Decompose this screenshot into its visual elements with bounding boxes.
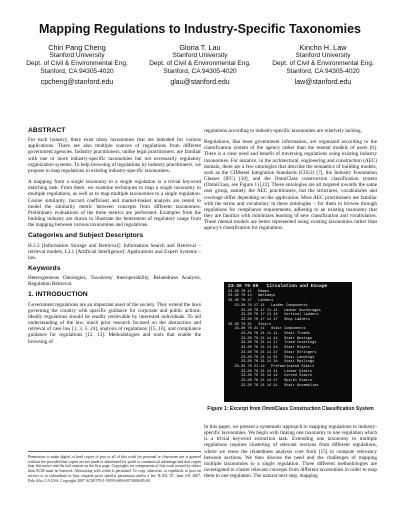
author-email: law@stanford.edu bbox=[294, 79, 352, 86]
introduction-paragraph-1: Government regulations are an important asset of the society. They extend the laws governing the country with specific guidance for corporate and public actions. Ideally regulations should be readily retrievable by interested individuals. To aid understanding of the law, much prior research focused on the abstraction and retrieval of case law [1, 3, 5, 24], analysis of regulations [15, 16], and compliance guidance for regulations [12, 13]. Methodologies and tools that enable the browsing of bbox=[28, 301, 201, 345]
figure-row: 23-30 70 17 11 17 Shop Ladders bbox=[228, 317, 310, 322]
author-email: cpcheng@stanford.edu bbox=[40, 79, 114, 86]
figure-row: 23-30 70 21 11 17 Tread Coverings bbox=[228, 341, 317, 346]
right-column bbox=[204, 128, 377, 237]
categories-heading: Categories and Subject Descriptors bbox=[28, 232, 144, 240]
figure-row: 23-30 70 21 14 14 Curved Stairs bbox=[228, 374, 313, 379]
author-addr: Stanford, CA 94305-4020 bbox=[40, 68, 114, 75]
figure-row: 23-30 70 21 14 17 Spiral Stairs bbox=[228, 379, 313, 384]
figure-row: 23-30 70 14 Walkways bbox=[228, 294, 276, 299]
keywords-heading: Keywords bbox=[28, 264, 61, 272]
right-paragraph-2: Regulations, like most government information, are organized according to the classification system of the agency rather than the mental models of users [6]. There is a clear need and benefit of traversing regulations using existing industry taxonomies. For instance, in the architectural, engineering and construction (AEC) domain, there are a few ontologies that describe the semantics of building models, such as the CIMsteel Integration Standards (CIS/2) [7], the Industry Foundation Classes (IFC) [10], and the OmniClass construction classification system (OmniClass, see Figure 1) [22]. These ontologies are all targeted towards the same user group, namely the AEC practitioners, but the structures, vocabularies and coverage differ depending on the application. Most AEC practitioners are familiar with the terms and vocabulary in these ontologies – for them to browse through regulations for compliance requirements, adhering to an existing taxonomy that they are familiar with minimizes learning of new classification and vocabularies. These mental models are better represented using existing taxonomies rather than agency's classification for regulations. bbox=[204, 139, 377, 232]
abstract-paragraph-1: For each industry, there exist many taxonomies that are intended for various applications. There are also multiple sources of regulations from different government agencies. Industry practitioners, unlike legal practitioners, are familiar with one or more industry-specific taxonomies but not necessarily regulatory organization systems. To help browsing of regulations by industry practitioners, we propose to map regulations to existing industry-specific taxonomies. bbox=[28, 137, 201, 174]
figure-row: 23-30 70 21 11 14 Stair Nosings bbox=[228, 336, 313, 341]
author-addr: Stanford, CA 94305-4020 bbox=[163, 68, 237, 75]
figure-row: 23-30 70 21 11 31 Stair Landings bbox=[228, 355, 315, 360]
figure-row: 23-30 70 17 Ladders bbox=[228, 299, 274, 304]
figure-row: 23-30 70 21 11 11 Stair Treads bbox=[228, 332, 310, 337]
figure-header-row: 23-30 70 00 Circulation and Escape bbox=[228, 284, 328, 289]
author-name: Kincho H. Law bbox=[299, 43, 347, 52]
figure-row: 23-30 70 21 Stairs bbox=[228, 322, 272, 327]
figure-rows bbox=[228, 290, 348, 389]
figure-row: 23-30 70 21 11 34 Stair Railings bbox=[228, 360, 315, 365]
introduction-heading: 1. INTRODUCTION bbox=[28, 291, 88, 299]
figure-row: 23-30 70 17 11 14 Vertical Ladders bbox=[228, 313, 319, 318]
author-block bbox=[18, 44, 382, 87]
figure-row: 23-30 70 17 11 Ladder Components bbox=[228, 303, 308, 308]
author-name: Chin Pang Cheng bbox=[48, 43, 106, 52]
author-addr: Stanford, CA 94305-4020 bbox=[286, 68, 360, 75]
right-paragraph-3: In this paper, we present a systematic approach to mapping regulations to industry-specific taxonomies. We begin with linking one taxonomy to one regulation which is a trivial keyword extraction task. Extending one taxonomy to multiple regulations requires clustering of relevant sections from different regulations, where we reuse the relatedness analysis core from [15] to compute relevancy between sections. We then discuss the need and the challenges of mapping multiple taxonomies to a single regulation. Three different methodologies are investigated to cluster relevant concepts from different taxonomies in order to map them to one regulation. The natural next step, mapping bbox=[204, 424, 377, 480]
author-2 bbox=[141, 44, 259, 87]
author-name: Gloria T. Lau bbox=[179, 43, 221, 52]
author-email: glau@stanford.edu bbox=[170, 79, 230, 86]
figure-row: 23-30 70 11 Ramps bbox=[228, 289, 269, 294]
author-1 bbox=[18, 44, 136, 87]
abstract-paragraph-2: A mapping from a single taxonomy to a single regulation is a trivial keyword matching task. From there, we examine techniques to map a single taxonomy to multiple regulations, as well as to map multiple taxonomies to a single regulation. Cosine similarity, Jaccard coefficient and market-basket analysis are tested to model the similarity metric between concepts from different taxonomies. Preliminary evaluations of the three metrics are performed. Examples from the building industry are drawn to illustrate the betterment of regulatory usage from the mapping between various taxonomies and regulations. bbox=[28, 179, 201, 229]
paper-title: Mapping Regulations to Industry-Specific Taxonomies bbox=[38, 22, 362, 36]
author-dept: Dept. of Civil & Environmental Eng. bbox=[26, 60, 128, 67]
omniclass-figure bbox=[224, 282, 352, 402]
author-3 bbox=[264, 44, 382, 87]
author-dept: Dept. of Civil & Environmental Eng. bbox=[149, 60, 251, 67]
figure-row: 23-30 70 21 14 11 Linear Stairs bbox=[228, 369, 313, 374]
right-paragraph-1: regulations according to industry-specific taxonomies are relatively lacking. bbox=[204, 128, 362, 134]
figure-row: 23-30 70 21 14 21 Stair Assemblies bbox=[228, 383, 319, 388]
figure-row: 23-30 70 21 14 Prefabricated Stairs bbox=[228, 364, 315, 369]
left-column bbox=[28, 128, 201, 350]
author-org: Stanford University bbox=[49, 52, 105, 59]
figure-row: 23-30 70 17 11 11 Ladder Anchorages bbox=[228, 308, 321, 313]
author-dept: Dept. of Civil & Environmental Eng. bbox=[272, 60, 374, 67]
author-org: Stanford University bbox=[295, 52, 351, 59]
figure-row: 23-30 70 21 11 27 Stair Stringers bbox=[228, 350, 317, 355]
figure-row: 23-30 70 21 11 24 Stair Risers bbox=[228, 346, 310, 351]
categories-text: H.3.3 [Information Storage and Retrieval]: Information Search and Retrieval – retrieval models, I.2.1 [Artificial Intelligence]: Applications and Expert Systems – law. bbox=[28, 242, 201, 261]
abstract-heading: ABSTRACT bbox=[28, 127, 66, 134]
figure-row: 23-30 70 21 11 Stair Components bbox=[228, 327, 306, 332]
keywords-text: Heterogeneous Ontologies, Taxonomy Interoperability, Relatedness Analysis, Regulation Retrieval. bbox=[28, 275, 201, 288]
author-org: Stanford University bbox=[172, 52, 228, 59]
figure-caption: Figure 1: Excerpt from OmniClass Construction Classification System bbox=[207, 406, 374, 412]
copyright-footnote: Permission to make digital or hard copies of part or all of this work for personal or classroom use is granted without fee provided that copies are not made or distributed for profit or commercial advantage and that copies bear this notice and the full citation on the first page. Copyrights for components of this work owned by others than ACM must be honored. Abstracting with credit is permitted. To copy otherwise, to republish, to post on servers or to redistribute to lists, requires prior specific permission and/or a fee. ICAIL '07, June 4-8, 2007, Palo Alto, CA USA. Copyright 2007 ACM 978-1-59593-680-6/07/0006/$5.00. bbox=[28, 451, 201, 483]
